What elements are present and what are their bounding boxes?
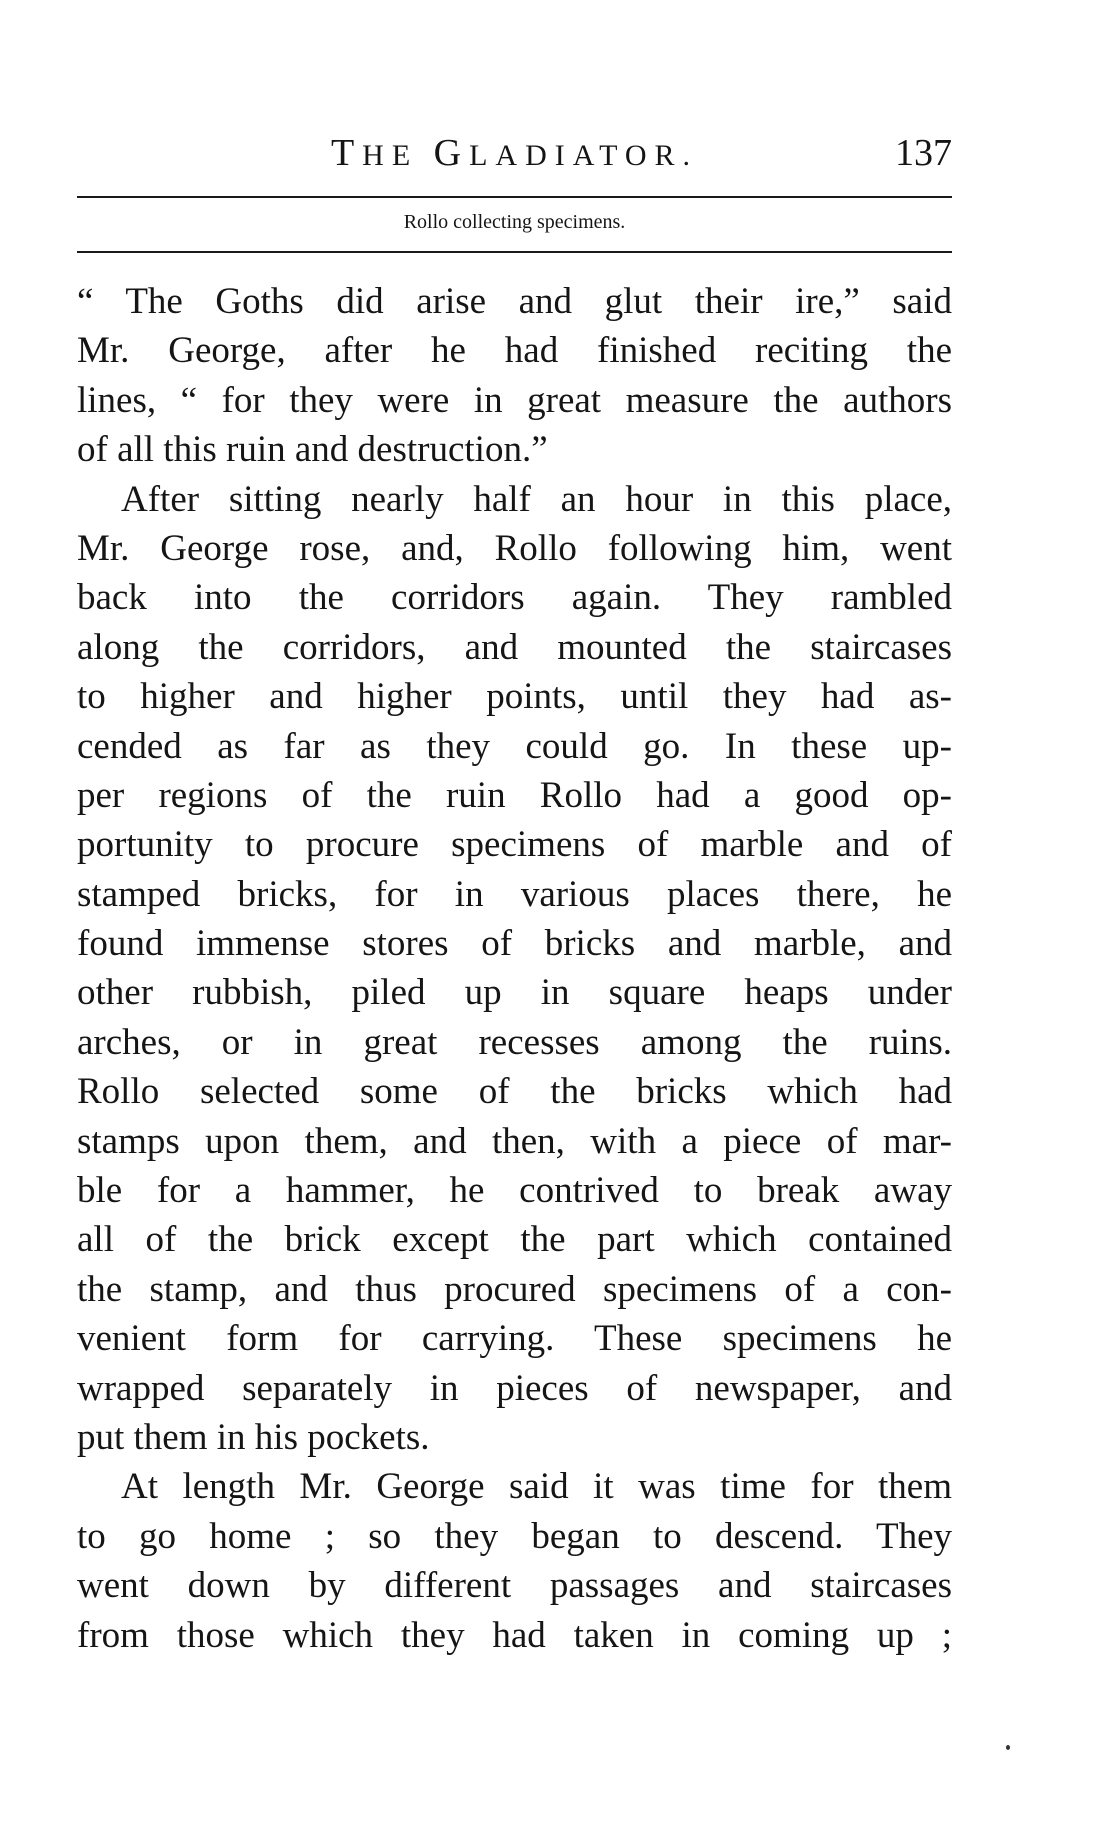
text-line-10: cended as far as they could go. In these up-	[77, 725, 952, 767]
title-initial-t: T	[330, 132, 363, 174]
text-line-14: found immense stores of bricks and marble, and	[77, 923, 952, 965]
text-line-6: Mr. George rose, and, Rollo following him, went	[77, 527, 952, 569]
text-line-27: went down by different passages and staircases	[77, 1565, 952, 1607]
text-line-1: “ The Goths did arise and glut their ire,” said	[77, 281, 952, 322]
text-line-21: the stamp, and thus procured specimens of a con-	[77, 1268, 952, 1310]
title-initial-g: G	[433, 132, 470, 174]
text-line-22: venient form for carrying. These specimens he	[77, 1318, 952, 1360]
text-line-20: all of the brick except the part which contained	[77, 1219, 952, 1261]
section-subhead: Rollo collecting specimens.	[403, 211, 626, 233]
page-number: 137	[895, 132, 952, 174]
title-rest-ladiator: LADIATOR.	[469, 139, 699, 172]
title-rest-he: HE	[362, 139, 434, 172]
running-head	[77, 128, 952, 178]
text-line-24: put them in his pockets.	[77, 1416, 430, 1458]
text-line-18: stamps upon them, and then, with a piece of mar-	[77, 1120, 952, 1162]
text-line-12: portunity to procure specimens of marble and of	[77, 824, 952, 866]
text-line-7: back into the corridors again. They rambled	[77, 577, 952, 619]
text-line-8: along the corridors, and mounted the staircases	[77, 626, 952, 668]
text-line-28: from those which they had taken in coming up ;	[77, 1614, 952, 1656]
book-page	[77, 0, 952, 1847]
text-line-15: other rubbish, piled up in square heaps under	[77, 972, 952, 1014]
text-line-19: ble for a hammer, he contrived to break away	[77, 1170, 952, 1212]
ink-speck	[1006, 1745, 1010, 1750]
text-line-16: arches, or in great recesses among the ruins.	[77, 1021, 952, 1063]
chapter-title	[77, 128, 952, 181]
text-line-17: Rollo selected some of the bricks which had	[77, 1071, 952, 1113]
body-text	[77, 277, 952, 1660]
text-line-11: per regions of the ruin Rollo had a good op-	[77, 774, 952, 816]
header-rule-bottom	[77, 251, 952, 253]
text-line-23: wrapped separately in pieces of newspaper, and	[77, 1367, 952, 1409]
header-rule-top	[77, 196, 952, 198]
text-line-9: to higher and higher points, until they had as-	[77, 676, 952, 718]
text-line-3: lines, “ for they were in great measure the authors	[77, 379, 952, 421]
text-line-5: After sitting nearly half an hour in this place,	[121, 478, 952, 520]
text-line-2: Mr. George, after he had finished reciting the	[77, 330, 952, 372]
text-line-13: stamped bricks, for in various places there, he	[77, 873, 952, 915]
text-line-26: to go home ; so they began to descend. They	[77, 1515, 952, 1557]
text-line-25: At length Mr. George said it was time for them	[121, 1466, 952, 1508]
text-line-4: of all this ruin and destruction.”	[77, 429, 548, 471]
